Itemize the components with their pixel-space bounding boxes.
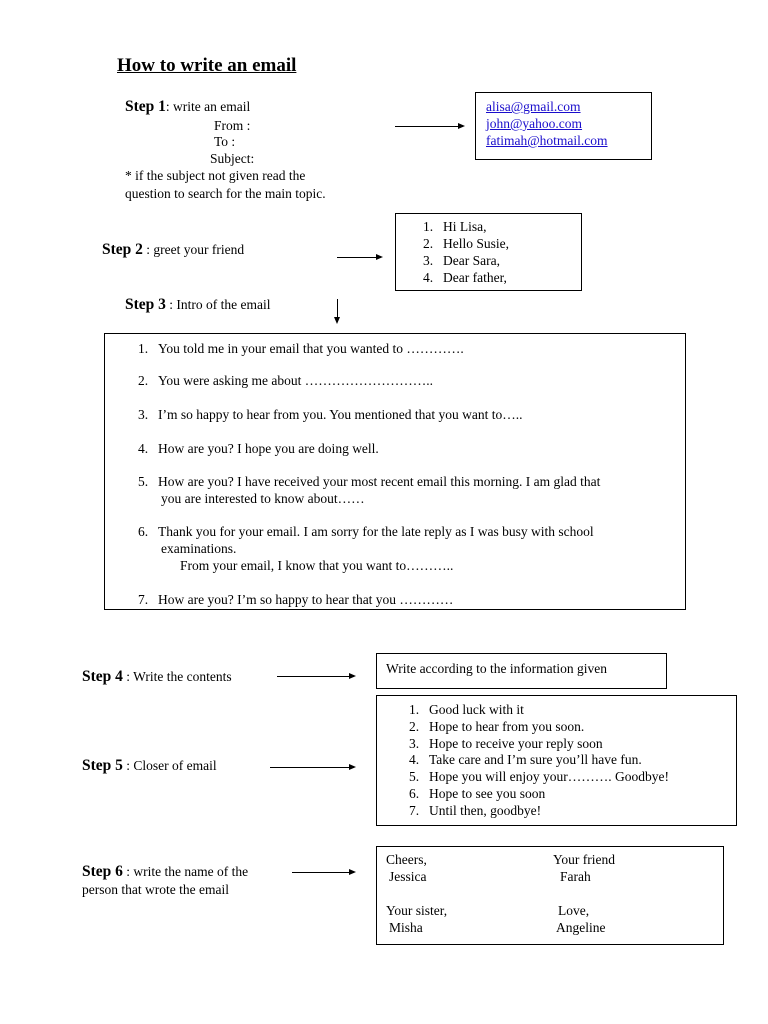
signature-box: [376, 846, 724, 945]
list-item: 4. How are you? I hope you are doing well.: [138, 441, 379, 456]
sign-closing: Your friend: [553, 852, 616, 867]
step5-desc: : Closer of email: [122, 758, 217, 773]
step5-heading: [82, 757, 217, 775]
list-item: 1. You told me in your email that you wanted to ………….: [138, 341, 464, 356]
step4-heading: [82, 668, 232, 686]
step1-from: From :: [214, 118, 251, 133]
step1-to: To :: [214, 134, 236, 149]
step4-arrow-icon: [277, 676, 354, 677]
list-item: 2. You were asking me about ………………………..: [138, 373, 433, 388]
email-link-2[interactable]: john@yahoo.com: [486, 116, 583, 131]
closer-box: [376, 695, 737, 826]
step6-heading: [82, 863, 248, 881]
sign-name: Angeline: [556, 920, 606, 935]
list-item: 5. Hope you will enjoy your………. Goodbye!: [409, 769, 669, 784]
step4-desc: : Write the contents: [122, 669, 232, 684]
sign-name: Misha: [389, 920, 423, 935]
step3-arrow-icon: [337, 299, 338, 322]
list-item-continued: From your email, I know that you want to………..: [180, 558, 454, 573]
contents-box: [376, 653, 667, 689]
list-item-continued: examinations.: [161, 541, 237, 556]
email-link-3[interactable]: fatimah@hotmail.com: [486, 133, 608, 148]
step1-heading: [125, 98, 250, 116]
list-item: 7. Until then, goodbye!: [409, 803, 542, 818]
step1-arrow-icon: [395, 126, 463, 127]
list-item: 5. How are you? I have received your most recent email this morning. I am glad that: [138, 474, 601, 489]
step6-arrow-icon: [292, 872, 354, 873]
step2-desc: : greet your friend: [142, 242, 245, 257]
step6-desc-line2: person that wrote the email: [82, 882, 229, 897]
step2-heading: [102, 241, 244, 259]
list-item: 6. Thank you for your email. I am sorry for the late reply as I was busy with school: [138, 524, 594, 539]
email-link-1[interactable]: alisa@gmail.com: [486, 99, 581, 114]
step5-label: Step 5: [82, 757, 123, 774]
step2-label: Step 2: [102, 241, 143, 258]
contents-text: Write according to the information given: [386, 661, 608, 676]
list-item: 6. Hope to see you soon: [409, 786, 546, 801]
step6-label: Step 6: [82, 863, 123, 880]
email-address-box: [475, 92, 652, 160]
intro-box: [104, 333, 686, 610]
list-item: 4. Take care and I’m sure you’ll have fun.: [409, 752, 642, 767]
step3-heading: [125, 296, 271, 314]
list-item: 2. Hope to hear from you soon.: [409, 719, 585, 734]
list-item: 3. I’m so happy to hear from you. You mentioned that you want to…..: [138, 407, 523, 422]
step4-label: Step 4: [82, 668, 123, 685]
step3-desc: : Intro of the email: [165, 297, 271, 312]
list-item: 3. Dear Sara,: [423, 253, 500, 268]
sign-name: Jessica: [389, 869, 427, 884]
step2-arrow-icon: [337, 257, 381, 258]
list-item: 3. Hope to receive your reply soon: [409, 736, 603, 751]
step1-label: Step 1: [125, 98, 166, 115]
sign-closing: Love,: [558, 903, 590, 918]
list-item: 2. Hello Susie,: [423, 236, 509, 251]
step1-desc: : write an email: [165, 99, 251, 114]
list-item: 4. Dear father,: [423, 270, 507, 285]
step1-note-line1: * if the subject not given read the: [125, 168, 306, 183]
list-item: 1. Hi Lisa,: [423, 219, 487, 234]
step6-desc: : write the name of the: [122, 864, 249, 879]
list-item: 7. How are you? I’m so happy to hear that you …………: [138, 592, 454, 607]
list-item-continued: you are interested to know about……: [161, 491, 365, 506]
sign-name: Farah: [560, 869, 591, 884]
sign-closing: Cheers,: [386, 852, 427, 867]
page-title: How to write an email: [117, 55, 297, 76]
greeting-box: [395, 213, 582, 291]
step1-note-line2: question to search for the main topic.: [125, 186, 326, 201]
step5-arrow-icon: [270, 767, 354, 768]
step3-label: Step 3: [125, 296, 166, 313]
step1-subject: Subject:: [210, 151, 255, 166]
list-item: 1. Good luck with it: [409, 702, 524, 717]
sign-closing: Your sister,: [386, 903, 448, 918]
